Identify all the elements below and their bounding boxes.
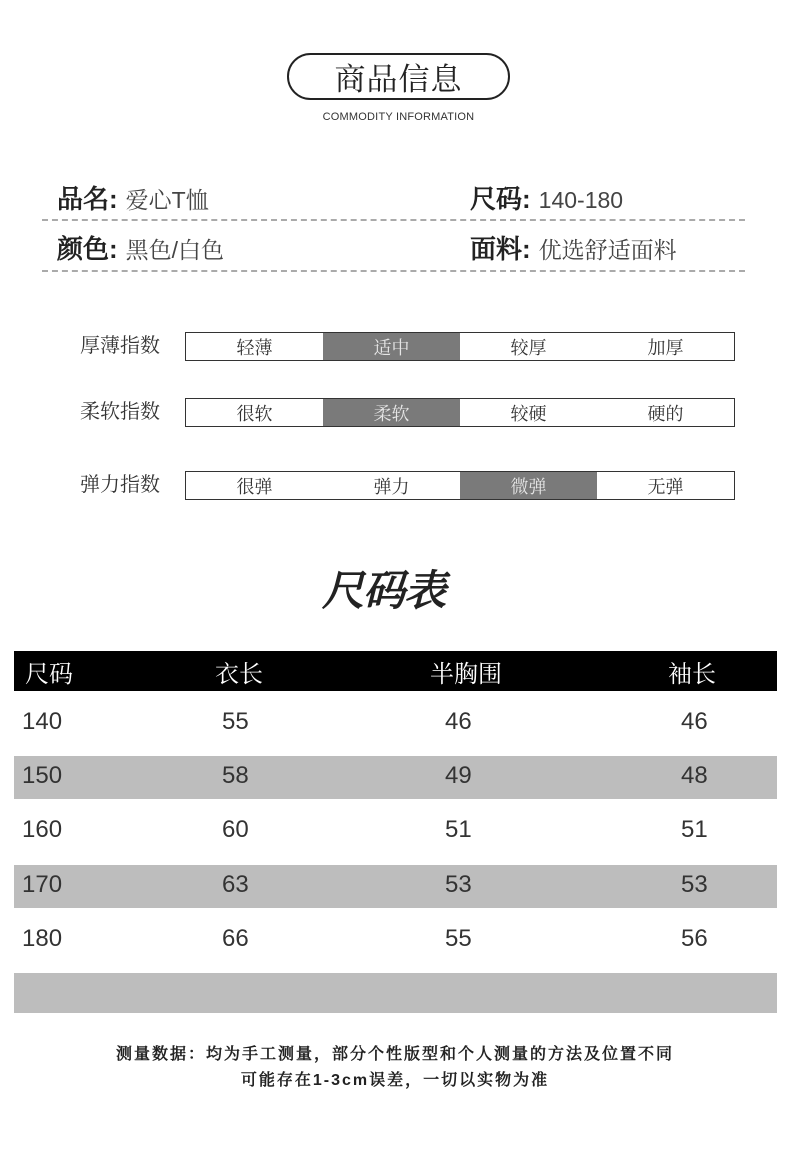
- cell-length: 55: [222, 707, 249, 735]
- cell-sleeve: 48: [681, 761, 708, 789]
- index-option: 适中: [323, 333, 460, 360]
- table-header-row: [14, 651, 777, 691]
- index-option: 硬的: [647, 403, 684, 424]
- cell-length: 60: [222, 816, 249, 843]
- index-scale: [185, 332, 735, 361]
- index-option: 加厚: [647, 337, 684, 358]
- product-info-row: [0, 182, 790, 216]
- section-subtitle: COMMODITY INFORMATION: [322, 111, 475, 123]
- product-info-row: [0, 232, 790, 266]
- index-option: 微弹: [460, 472, 597, 499]
- measurement-note: 可能存在1-3cm误差，一切以实物为准: [240, 1072, 550, 1089]
- table-row: [14, 908, 777, 973]
- index-scale: [185, 398, 735, 427]
- cell-size: 140: [22, 707, 63, 735]
- index-option: 较厚: [510, 337, 547, 358]
- cell-half-chest: 55: [445, 924, 472, 952]
- index-label: 弹力指数: [80, 474, 160, 496]
- cell-length: 63: [222, 870, 249, 898]
- size-table: [14, 651, 777, 1013]
- cell-sleeve: 53: [681, 870, 708, 898]
- index-option: 很弹: [236, 476, 273, 497]
- cell-half-chest: 49: [445, 761, 472, 789]
- section-header: [287, 53, 510, 123]
- header-length: 衣长: [215, 660, 263, 688]
- info-label: 品名:: [57, 184, 118, 214]
- table-row: [14, 756, 777, 799]
- cell-length: 58: [222, 761, 249, 789]
- info-fabric: [470, 232, 677, 266]
- cell-half-chest: 46: [445, 707, 472, 735]
- dashed-divider: [42, 270, 745, 272]
- cell-size: 150: [22, 761, 63, 789]
- index-option: 轻薄: [236, 337, 273, 358]
- index-option: 柔软: [323, 399, 460, 426]
- elasticity-index: [0, 471, 790, 500]
- info-value: 黑色/白色: [125, 237, 225, 263]
- index-option: 无弹: [647, 476, 684, 497]
- index-option: 很软: [236, 403, 273, 424]
- index-option: 弹力: [373, 476, 410, 497]
- cell-half-chest: 53: [445, 870, 472, 898]
- size-table-title: 尺码表: [322, 567, 446, 614]
- info-value: 优选舒适面料: [538, 237, 677, 263]
- table-empty-row: [14, 973, 777, 1013]
- info-label: 颜色:: [57, 234, 118, 264]
- measurement-note: 测量数据：均为手工测量，部分个性版型和个人测量的方法及位置不同: [115, 1046, 674, 1063]
- table-row: [14, 865, 777, 908]
- info-value: 爱心T恤: [125, 187, 209, 213]
- table-row: [14, 691, 777, 756]
- thickness-index: [0, 332, 790, 361]
- info-color: [57, 232, 224, 266]
- header-sleeve: 袖长: [668, 660, 716, 688]
- softness-index: [0, 398, 790, 427]
- index-label: 柔软指数: [80, 401, 160, 423]
- info-value: 140-180: [538, 187, 624, 213]
- header-size: 尺码: [25, 660, 73, 688]
- table-row: [14, 799, 777, 865]
- info-label: 尺码:: [470, 184, 531, 214]
- cell-sleeve: 56: [681, 924, 708, 952]
- cell-half-chest: 51: [445, 816, 472, 843]
- cell-size: 160: [22, 816, 63, 843]
- info-label: 面料:: [470, 234, 531, 264]
- cell-size: 180: [22, 924, 63, 952]
- cell-sleeve: 51: [681, 816, 708, 843]
- index-label: 厚薄指数: [80, 335, 160, 357]
- info-size: [470, 182, 623, 216]
- header-half-chest: 半胸围: [430, 660, 502, 688]
- dashed-divider: [42, 219, 745, 221]
- cell-size: 170: [22, 870, 63, 898]
- cell-sleeve: 46: [681, 707, 708, 735]
- cell-length: 66: [222, 924, 249, 952]
- index-scale: [185, 471, 735, 500]
- info-name: [57, 182, 209, 216]
- index-option: 较硬: [510, 403, 547, 424]
- section-title-pill: 商品信息: [287, 53, 510, 100]
